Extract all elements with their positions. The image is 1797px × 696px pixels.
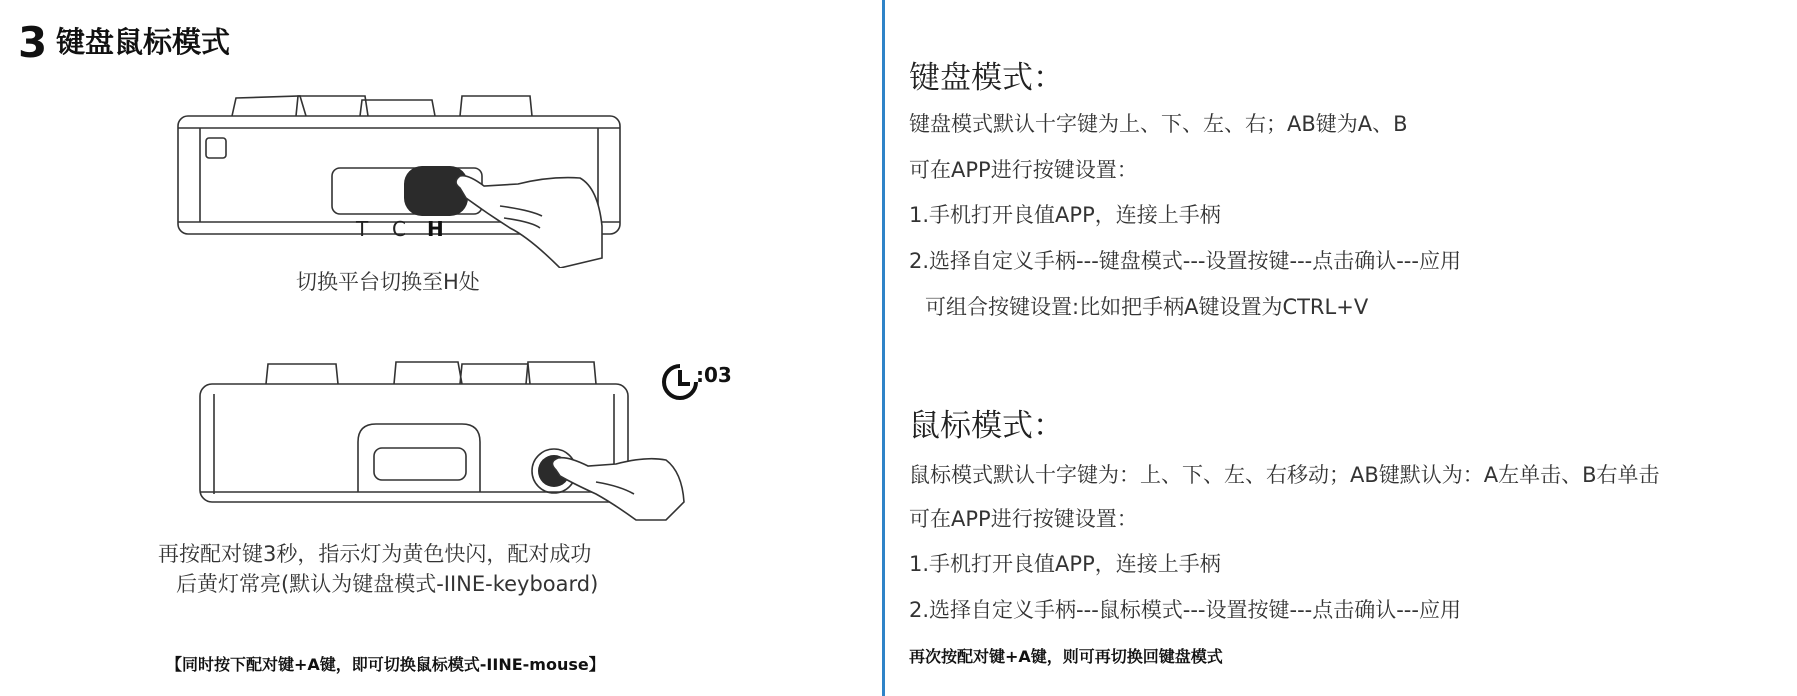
timer-label: :03 xyxy=(696,363,732,387)
mouse-line-1: 鼠标模式默认十字键为：上、下、左、右移动；AB键默认为：A左单击、B右单击 xyxy=(909,463,1660,487)
section-number: 3 xyxy=(18,18,48,67)
switch-label-t: T xyxy=(356,217,369,241)
caption-pairing-line1: 再按配对键3秒，指示灯为黄色快闪，配对成功 xyxy=(158,542,592,566)
device-pairing-illustration xyxy=(196,352,736,522)
caption-pairing-line2: 后黄灯常亮(默认为键盘模式-IINE-keyboard) xyxy=(176,572,599,596)
column-divider xyxy=(882,0,885,696)
keyboard-line-1: 键盘模式默认十字键为上、下、左、右；AB键为A、B xyxy=(909,112,1408,136)
keyboard-line-3: 1.手机打开良值APP，连接上手柄 xyxy=(909,203,1221,227)
mouse-mode-heading: 鼠标模式： xyxy=(909,408,1064,444)
caption-switch-to-h: 切换平台切换至H处 xyxy=(296,270,480,294)
keyboard-line-5: 可组合按键设置:比如把手柄A键设置为CTRL+V xyxy=(925,295,1369,319)
switch-label-c: C xyxy=(392,217,406,241)
section-title: 键盘鼠标模式 xyxy=(56,25,231,59)
mouse-line-3: 1.手机打开良值APP，连接上手柄 xyxy=(909,552,1221,576)
device-switch-illustration xyxy=(170,88,630,268)
keyboard-mode-heading: 键盘模式： xyxy=(909,60,1064,96)
footnote-switch-mouse: 【同时按下配对键+A键，即可切换鼠标模式-IINE-mouse】 xyxy=(166,655,605,674)
mouse-note: 再次按配对键+A键，则可再切换回键盘模式 xyxy=(909,647,1223,666)
switch-label-h: H xyxy=(427,217,444,241)
keyboard-line-4: 2.选择自定义手柄---键盘模式---设置按键---点击确认---应用 xyxy=(909,249,1461,273)
timer-icon xyxy=(664,366,696,398)
mouse-line-4: 2.选择自定义手柄---鼠标模式---设置按键---点击确认---应用 xyxy=(909,598,1461,622)
keyboard-line-2: 可在APP进行按键设置： xyxy=(909,158,1138,182)
mouse-line-2: 可在APP进行按键设置： xyxy=(909,507,1138,531)
